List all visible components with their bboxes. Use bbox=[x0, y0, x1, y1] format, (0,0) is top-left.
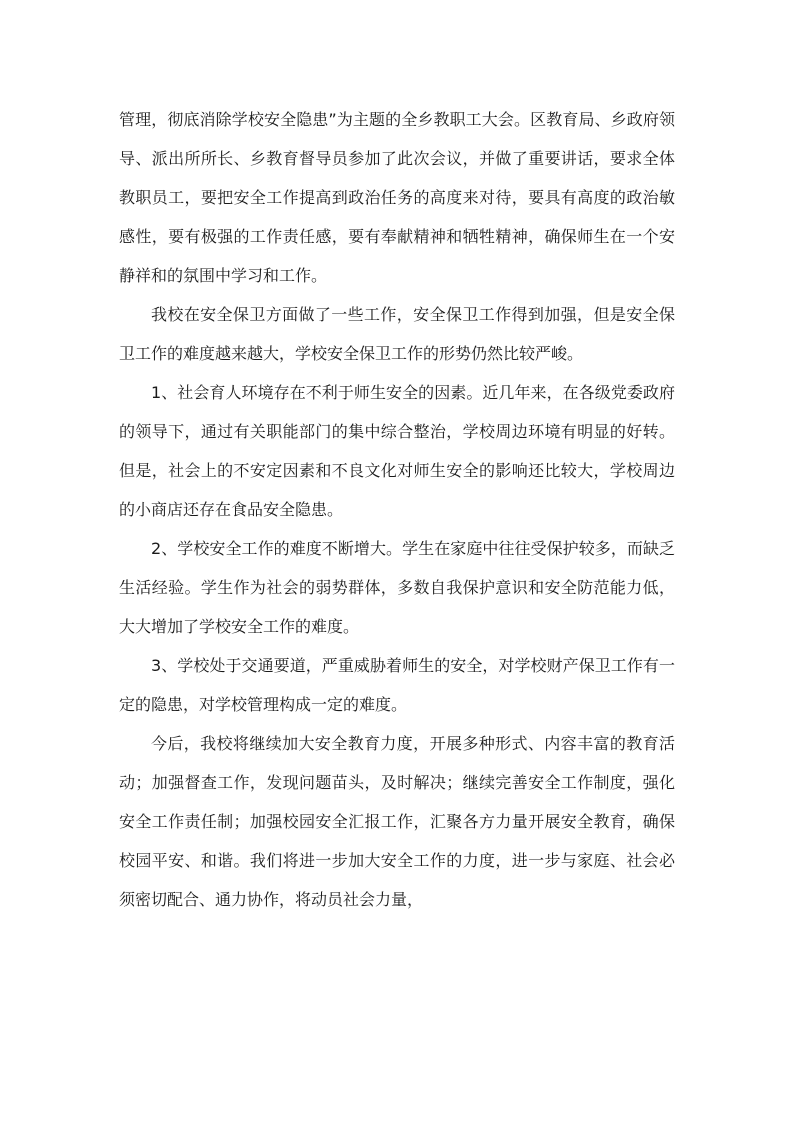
paragraph-point-2: 2、学校安全工作的难度不断增大。学生在家庭中往往受保护较多，而缺乏生活经验。学生作为社会的弱势群体，多数自我保护意识和安全防范能力低，大大增加了学校安全工作的难度。 bbox=[119, 539, 675, 636]
paragraph-point-1: 1、社会育人环境存在不利于师生安全的因素。近几年来，在各级党委政府的领导下，通过有关职能部门的集中综合整治，学校周边环境有明显的好转。但是，社会上的不安定因素和不良文化对师生安全的影响还比较大，学校周边的小商店还存在食品安全隐患。 bbox=[119, 383, 675, 519]
paragraph-security-overview: 我校在安全保卫方面做了一些工作，安全保卫工作得到加强，但是安全保卫工作的难度越来越大，学校安全保卫工作的形势仍然比较严峻。 bbox=[119, 305, 675, 363]
paragraph-point-3: 3、学校处于交通要道，严重威胁着师生的安全，对学校财产保卫工作有一定的隐患，对学校管理构成一定的难度。 bbox=[119, 656, 675, 714]
paragraph-continuation: 管理，彻底消除学校安全隐患”为主题的全乡教职工大会。区教育局、乡政府领导、派出所所长、乡教育督导员参加了此次会议，并做了重要讲话，要求全体教职员工，要把安全工作提高到政治任务的高度来对待，要具有高度的政治敏感性，要有极强的工作责任感，要有奉献精神和牺牲精神，确保师生在一个安静祥和的氛围中学习和工作。 bbox=[119, 110, 675, 285]
paragraph-future-plans: 今后，我校将继续加大安全教育力度，开展多种形式、内容丰富的教育活动；加强督查工作，发现问题苗头，及时解决；继续完善安全工作制度，强化安全工作责任制；加强校园安全汇报工作，汇聚各方力量开展安全教育，确保校园平安、和谐。我们将进一步加大安全工作的力度，进一步与家庭、社会必须密切配合、通力协作，将动员社会力量， bbox=[119, 734, 675, 909]
document-body bbox=[119, 100, 675, 919]
